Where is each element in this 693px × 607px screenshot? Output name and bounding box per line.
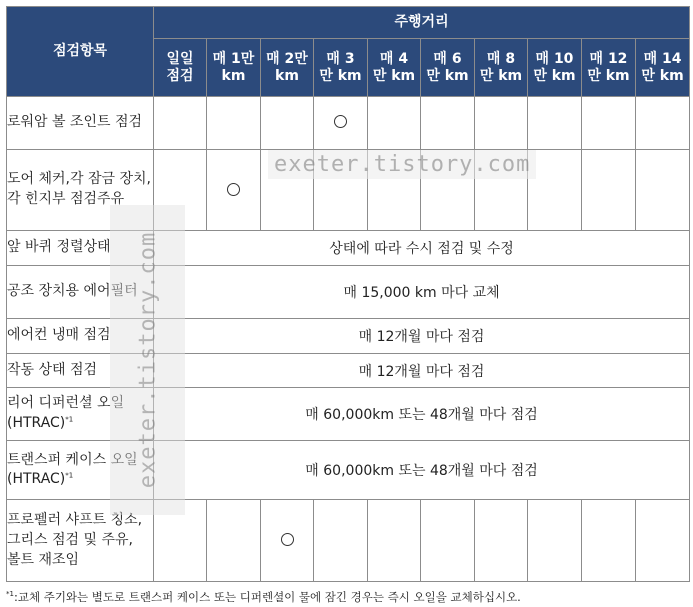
interval-cell (314, 97, 368, 150)
interval-line2: 만 km (319, 67, 362, 84)
table-row (7, 319, 690, 354)
interval-cell (207, 500, 261, 582)
interval-cell (261, 97, 314, 150)
interval-line2: 만 km (479, 67, 523, 84)
interval-line1: 매 14 (643, 50, 682, 67)
table-row (7, 231, 690, 266)
check-circle-icon (281, 533, 294, 546)
mileage-header: 주행거리 (154, 7, 690, 39)
footnote (6, 589, 521, 605)
item-header: 점검항목 (7, 7, 154, 97)
interval-column-header (528, 39, 582, 97)
interval-column-header (636, 39, 690, 97)
interval-cell (636, 149, 690, 231)
interval-cell (475, 500, 528, 582)
maintenance-table (6, 6, 690, 582)
interval-line1: 매 2만 (266, 50, 308, 67)
interval-line2: 만 km (641, 67, 684, 84)
interval-line1: 일일 (166, 50, 194, 67)
interval-cell (368, 500, 421, 582)
interval-column-header (421, 39, 475, 97)
inspection-item-label: 도어 체커,각 잠금 장치, 각 힌지부 점검주유 (7, 171, 151, 208)
check-circle-icon (334, 115, 347, 128)
interval-line2: 만 km (426, 67, 469, 84)
footnote-text: :교체 주기와는 별도로 트랜스퍼 케이스 또는 디퍼렌셜이 물에 잠긴 경우는 즉시 오일을 교체하십시오. (13, 590, 521, 604)
inspection-item-label: 앞 바퀴 정렬상태 (7, 239, 111, 256)
interval-cell (368, 97, 421, 150)
interval-line1: 매 12 (589, 50, 628, 67)
interval-description: 매 12개월 마다 점검 (154, 319, 690, 354)
interval-cell (636, 97, 690, 150)
inspection-item-label: 로워암 볼 조인트 점검 (7, 114, 143, 131)
interval-description: 매 60,000km 또는 48개월 마다 점검 (154, 441, 690, 500)
interval-cell (582, 500, 636, 582)
note-marker: *1 (65, 415, 74, 424)
interval-cell (261, 500, 314, 582)
interval-line1: 매 1만 (212, 50, 255, 67)
interval-column-header (261, 39, 314, 97)
interval-description: 상태에 따라 수시 점검 및 수정 (154, 231, 690, 266)
check-circle-icon (227, 183, 240, 196)
interval-cell (421, 500, 475, 582)
interval-cell (207, 97, 261, 150)
interval-cell (582, 97, 636, 150)
interval-line1: 매 3 (326, 50, 355, 67)
inspection-item-label: 작동 상태 점검 (7, 361, 98, 378)
interval-line2: km (221, 67, 246, 84)
interval-column-header (154, 39, 207, 97)
interval-cell (582, 149, 636, 231)
interval-column-header (207, 39, 261, 97)
interval-description: 매 60,000km 또는 48개월 마다 점검 (154, 388, 690, 441)
table-row (7, 266, 690, 319)
interval-description: 매 15,000 km 마다 교체 (154, 266, 690, 319)
interval-column-header (475, 39, 528, 97)
table-row (7, 353, 690, 388)
interval-line2: 만 km (533, 67, 576, 84)
interval-line2: 만 km (587, 67, 630, 84)
interval-cell (421, 97, 475, 150)
table-row (7, 441, 690, 500)
interval-line1: 매 8 (486, 50, 516, 67)
interval-cell (154, 97, 207, 150)
interval-line1: 매 6 (433, 50, 462, 67)
watermark-horizontal: exeter.tistory.com (268, 150, 536, 179)
interval-cell (314, 500, 368, 582)
interval-cell (207, 149, 261, 231)
interval-column-header (582, 39, 636, 97)
interval-line2: 만 km (372, 67, 416, 84)
inspection-item (7, 97, 154, 150)
interval-description: 매 12개월 마다 점검 (154, 353, 690, 388)
footnote-marker: *1 (6, 590, 14, 599)
watermark-vertical: exeter.tistory.com (110, 205, 185, 515)
interval-line2: km (275, 67, 299, 84)
table-row (7, 388, 690, 441)
interval-line1: 매 4 (379, 50, 409, 67)
inspection-item-label: 공조 장치용 에어필터 (7, 283, 138, 300)
inspection-item-label: 트랜스퍼 케이스 오일(HTRAC) (7, 451, 138, 488)
interval-column-header (368, 39, 421, 97)
table-row (7, 97, 690, 150)
inspection-item-label: 리어 디퍼런셜 오일 (HTRAC) (7, 395, 125, 432)
inspection-item-label: 에어컨 냉매 점검 (7, 326, 111, 343)
note-marker: *1 (65, 471, 74, 480)
interval-cell (475, 97, 528, 150)
interval-cell (636, 500, 690, 582)
inspection-item-label: 프로펠러 샤프트 칭소, 그리스 점검 및 주유, 볼트 재조임 (7, 511, 143, 568)
table-row (7, 500, 690, 582)
interval-cell (528, 97, 582, 150)
interval-cell (528, 500, 582, 582)
interval-column-header (314, 39, 368, 97)
interval-line2: 점검 (166, 67, 194, 84)
interval-line1: 매 10 (535, 50, 574, 67)
